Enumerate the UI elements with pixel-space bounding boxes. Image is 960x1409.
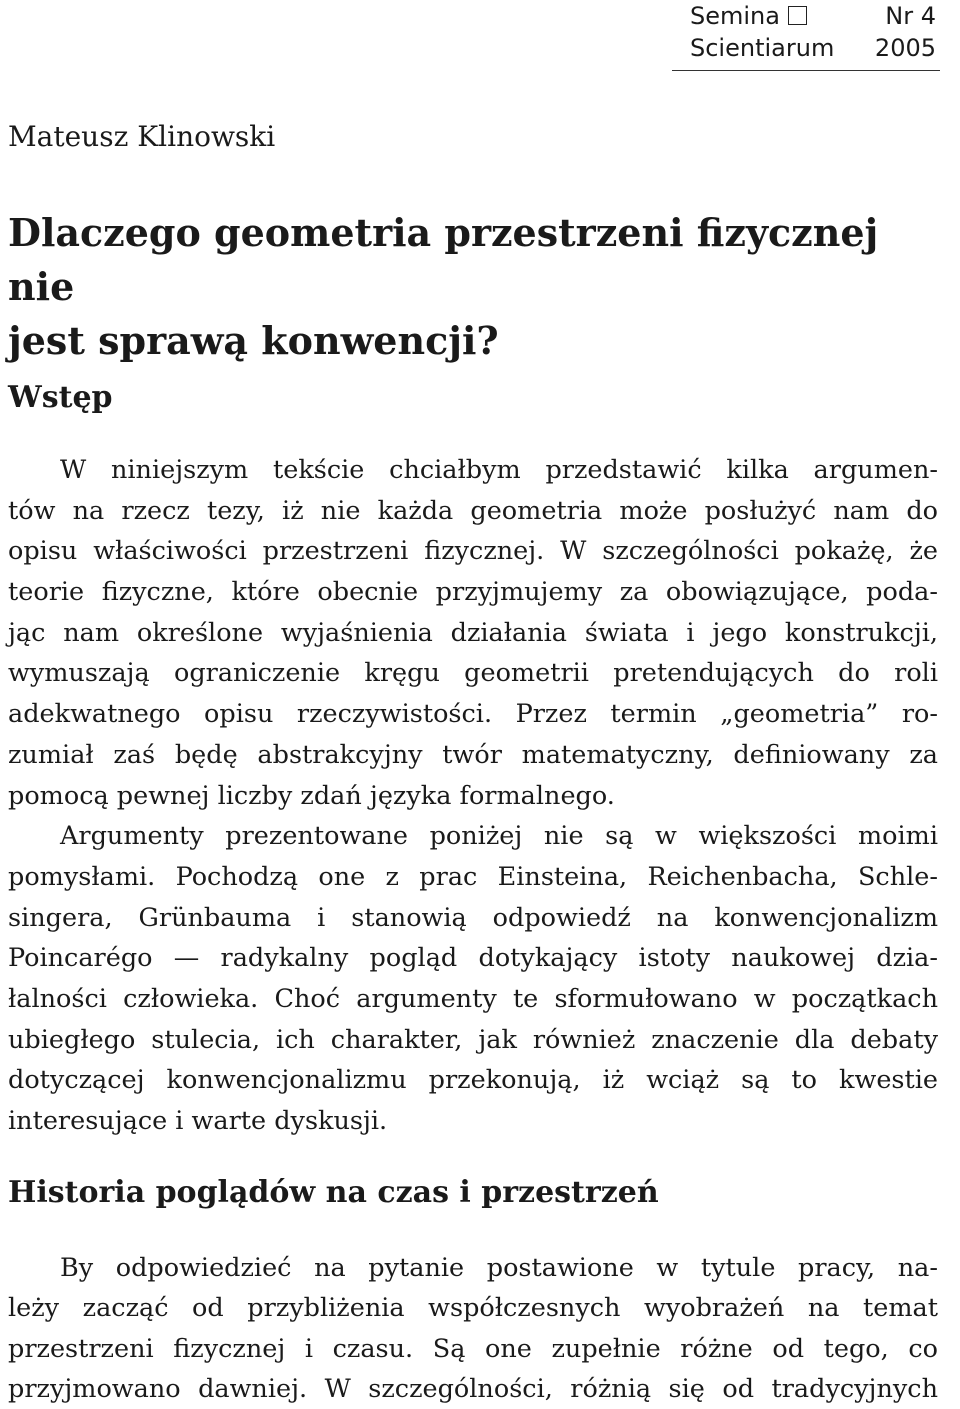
journal-name-line2: Scientiarum xyxy=(690,34,835,62)
journal-header xyxy=(672,0,940,71)
text-line: adekwatnego opisu rzeczywistości. Przez termin „geometria” ro- xyxy=(8,699,938,730)
journal-name-line1: Semina xyxy=(690,2,807,30)
text-line: singera, Grünbauma i stanowią odpowiedź na konwencjonalizm xyxy=(8,902,938,933)
title-line: jest sprawą konwencji? xyxy=(8,318,499,363)
text-line: teorie fizyczne, które obecnie przyjmujemy za obowiązujące, poda- xyxy=(8,577,938,608)
title-line: Dlaczego geometria przestrzeni fizycznej nie xyxy=(8,210,879,309)
text-line: łalności człowieka. Choć argumenty te sformułowano w początkach xyxy=(8,983,938,1014)
text-line: tów na rzecz tezy, iż nie każda geometria może posłużyć nam do xyxy=(8,495,938,526)
text-line: Argumenty prezentowane poniżej nie są w większości moimi xyxy=(60,821,938,852)
text-line: pomysłami. Pochodzą one z prac Einsteina, Reichenbacha, Schle- xyxy=(8,861,938,892)
square-icon xyxy=(788,6,807,25)
text-line: przestrzeni fizycznej i czasu. Są one zupełnie różne od tego, co xyxy=(8,1333,938,1364)
text-line: wymuszają ograniczenie kręgu geometrii pretendujących do roli xyxy=(8,658,938,689)
text-line: dotyczącej konwencjonalizmu przekonują, iż wciąż są to kwestie xyxy=(8,1065,938,1096)
author-name: Mateusz Klinowski xyxy=(8,120,276,153)
section-heading-history: Historia poglądów na czas i przestrzeń xyxy=(8,1175,659,1210)
text-line: By odpowiedzieć na pytanie postawione w tytule pracy, na- xyxy=(60,1253,938,1283)
section-heading-intro: Wstęp xyxy=(8,380,113,415)
text-line: przyjmowano dawniej. W szczególności, różnią się od tradycyjnych xyxy=(8,1373,938,1404)
issue-number: Nr 4 xyxy=(885,2,936,30)
section-body-intro xyxy=(8,450,938,1142)
text-line: interesujące i warte dyskusji. xyxy=(8,1106,388,1136)
text-line: pomocą pewnej liczby zdań języka formalnego. xyxy=(8,780,615,811)
section-body-history xyxy=(8,1248,938,1409)
text-line: opisu właściwości przestrzeni fizycznej. W szczególności pokażę, że xyxy=(8,536,938,567)
text-line: W niniejszym tekście chciałbym przedstawić kilka argumen- xyxy=(60,455,938,485)
text-line: jąc nam określone wyjaśnienia działania świata i jego konstrukcji, xyxy=(8,617,938,648)
text-line: zumiał zaś będę abstrakcyjny twór matematyczny, definiowany za xyxy=(8,739,938,770)
text-line: leży zacząć od przybliżenia współczesnych wyobrażeń na temat xyxy=(8,1293,938,1324)
text-line: ubiegłego stulecia, ich charakter, jak również znaczenie dla debaty xyxy=(8,1024,938,1055)
issue-year: 2005 xyxy=(874,34,936,62)
text-line: Poincarégo — radykalny pogląd dotykający istoty naukowej dzia- xyxy=(8,943,938,974)
article-title xyxy=(8,206,948,368)
